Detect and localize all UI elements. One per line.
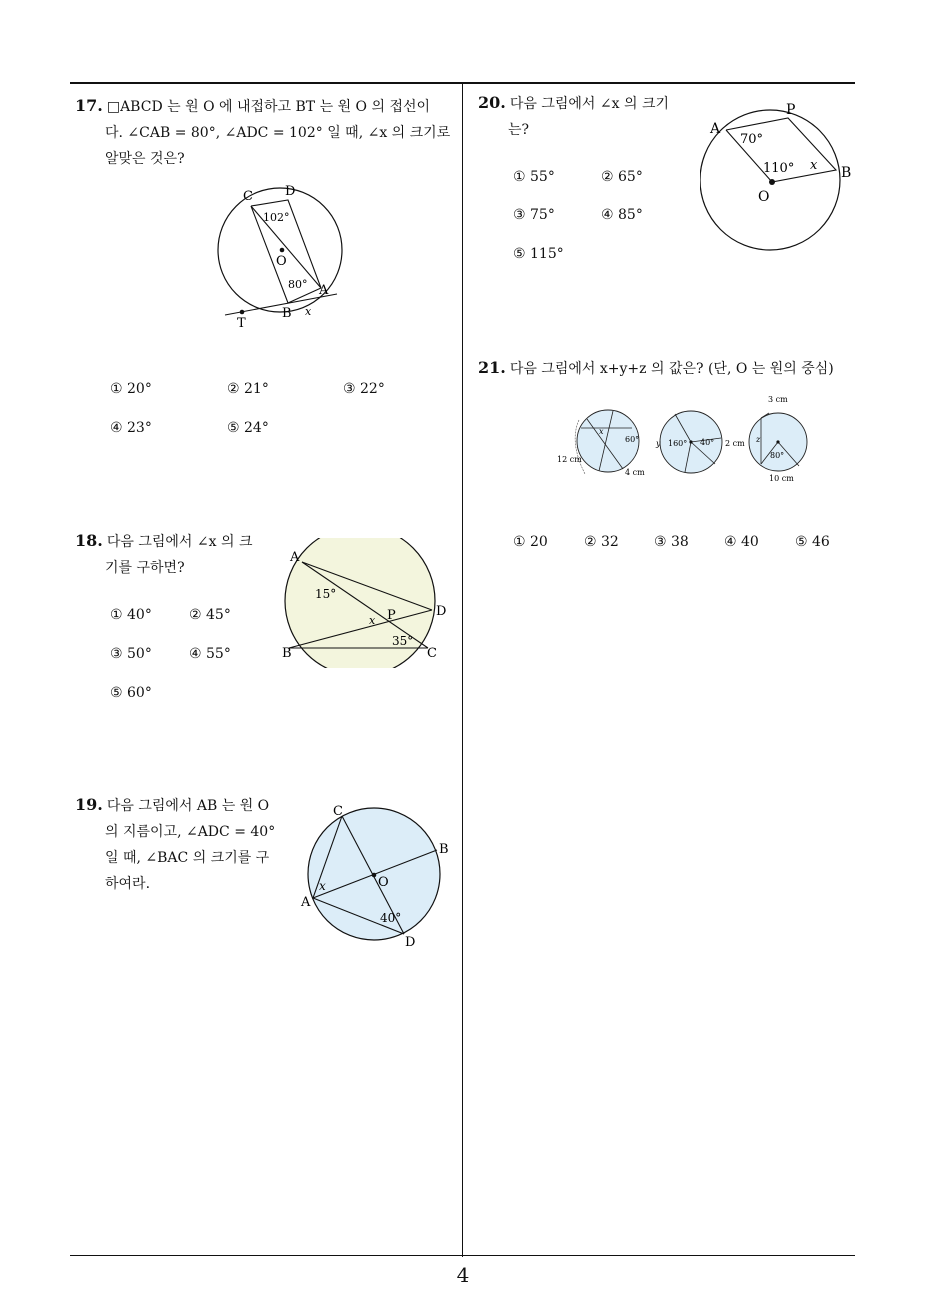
page-number: 4	[456, 1263, 470, 1287]
question-text: 기를 구하면?	[105, 560, 185, 576]
question-number: 19.	[75, 795, 103, 814]
choice[interactable]: ⑤ 60°	[110, 685, 152, 701]
question-text: 다음 그림에서 x+y+z 의 값은? (단, O 는 원의 중심)	[509, 361, 834, 377]
q18-figure	[280, 538, 455, 668]
column-divider	[462, 82, 463, 1257]
question-text: 의 지름이고, ∠ADC = 40°	[105, 824, 276, 840]
angle-label: 40°	[380, 911, 402, 925]
question-20	[478, 90, 708, 143]
choice[interactable]: ④ 85°	[601, 207, 643, 223]
angle-label: 160°	[668, 439, 688, 448]
question-text: 다. ∠CAB = 80°, ∠ADC = 102° 일 때, ∠x 의 크기로	[105, 125, 451, 141]
length-label: 10 cm	[769, 474, 794, 483]
question-number: 20.	[478, 93, 506, 112]
choice[interactable]: ③ 50°	[110, 646, 152, 662]
angle-label: 70°	[740, 132, 764, 147]
q17-figure	[215, 178, 345, 333]
question-18	[75, 528, 275, 581]
label-b: B	[439, 842, 449, 857]
label-b: B	[282, 306, 292, 321]
q19-figure	[298, 800, 458, 950]
label-b: B	[841, 165, 852, 181]
question-text: 다음 그림에서 ∠x 의 크	[106, 534, 253, 550]
question-21	[478, 355, 863, 382]
choice[interactable]: ② 45°	[189, 607, 231, 623]
length-label: 3 cm	[768, 395, 788, 404]
length-label: 2 cm	[725, 439, 745, 448]
label-p: P	[387, 608, 396, 623]
angle-label: 80°	[288, 278, 308, 291]
angle-label: 40°	[700, 438, 715, 447]
label-c: C	[427, 646, 437, 661]
question-number: 18.	[75, 531, 103, 550]
choice[interactable]: ② 65°	[601, 169, 643, 185]
choice[interactable]: ⑤ 46	[795, 534, 830, 550]
label-x: x	[599, 427, 604, 436]
length-label: 12 cm	[557, 455, 582, 464]
choice[interactable]: ⑤ 24°	[227, 420, 269, 436]
label-d: D	[436, 604, 447, 619]
label-x: x	[369, 614, 376, 627]
label-x: x	[319, 879, 326, 893]
label-x: x	[305, 305, 312, 318]
question-text: 다음 그림에서 AB 는 원 O	[106, 798, 270, 814]
question-number: 21.	[478, 358, 506, 377]
bottom-rule	[70, 1255, 855, 1256]
angle-label: 35°	[392, 634, 414, 648]
choice[interactable]: ③ 22°	[343, 381, 385, 397]
label-a: A	[290, 550, 300, 565]
label-c: C	[243, 189, 253, 204]
q21-figure	[555, 392, 815, 487]
label-o: O	[276, 254, 287, 269]
choice[interactable]: ④ 40	[724, 534, 759, 550]
choice[interactable]: ④ 55°	[189, 646, 231, 662]
choice[interactable]: ① 40°	[110, 607, 152, 623]
choice[interactable]: ② 21°	[227, 381, 269, 397]
question-text: 알맞은 것은?	[105, 151, 185, 167]
choice[interactable]: ① 55°	[513, 169, 555, 185]
label-z: z	[756, 435, 761, 444]
label-o: O	[758, 189, 770, 205]
question-number: 17.	[75, 96, 103, 115]
question-text: □ABCD 는 원 O 에 내접하고 BT 는 원 O 의 접선이	[106, 99, 431, 115]
choice[interactable]: ⑤ 115°	[513, 246, 564, 262]
choice[interactable]: ④ 23°	[110, 420, 152, 436]
question-text: 다음 그림에서 ∠x 의 크기	[509, 96, 669, 112]
choice[interactable]: ② 32	[584, 534, 619, 550]
label-a: A	[301, 895, 311, 910]
question-text: 는?	[508, 122, 530, 138]
label-p: P	[786, 102, 796, 118]
angle-label: 15°	[315, 587, 337, 601]
q20-figure	[700, 98, 860, 258]
question-17	[75, 93, 460, 172]
length-label: 4 cm	[625, 468, 645, 477]
label-c: C	[333, 804, 343, 819]
label-a: A	[319, 283, 329, 298]
question-text: 일 때, ∠BAC 의 크기를 구	[105, 850, 270, 866]
choice[interactable]: ① 20	[513, 534, 548, 550]
label-t: T	[237, 316, 246, 331]
angle-label: 102°	[263, 211, 290, 224]
angle-label: 80°	[770, 451, 785, 460]
label-y: y	[656, 439, 661, 448]
label-d: D	[405, 935, 416, 950]
label-o: O	[378, 875, 389, 890]
angle-label: 60°	[625, 435, 640, 444]
choice[interactable]: ③ 38	[654, 534, 689, 550]
label-x: x	[810, 158, 818, 173]
angle-label: 110°	[763, 161, 795, 176]
label-b: B	[282, 646, 292, 661]
question-text: 하여라.	[105, 876, 151, 892]
choice[interactable]: ① 20°	[110, 381, 152, 397]
label-a: A	[710, 121, 721, 137]
choice[interactable]: ③ 75°	[513, 207, 555, 223]
question-19	[75, 792, 295, 897]
label-d: D	[285, 184, 296, 199]
